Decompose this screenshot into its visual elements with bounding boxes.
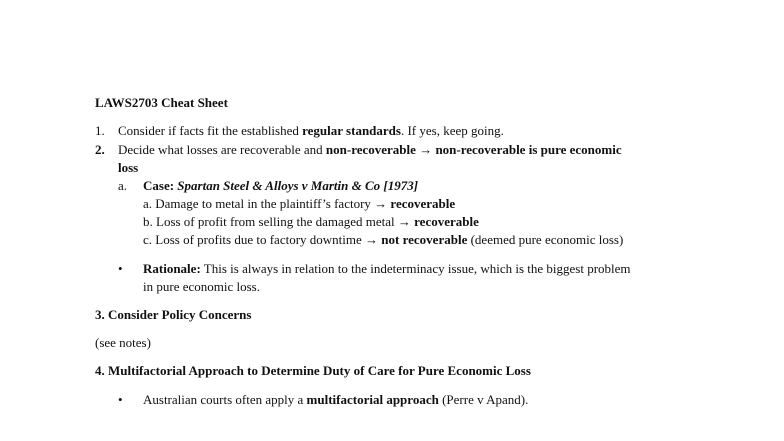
case-letter: a. <box>118 178 128 193</box>
sub-b-text: b. Loss of profit from selling the damaged metal → <box>143 214 415 229</box>
case-name: Spartan Steel & Alloys v Martin & Co [1973] <box>177 178 419 193</box>
aus-text: Australian courts often apply a <box>143 392 307 407</box>
case-sub-b <box>143 213 479 231</box>
rationale-line <box>143 260 631 278</box>
aus-bold: multifactorial approach <box>306 392 439 407</box>
sub-c-post: (deemed pure economic loss) <box>467 232 624 247</box>
aus-post: (Perre v Apand). <box>438 392 529 407</box>
list-number-1: 1. <box>95 123 105 138</box>
case-sub-a <box>143 195 455 213</box>
rationale-text: This is always in relation to the indeterminacy issue, which is the biggest problem <box>200 261 631 276</box>
list-item-1 <box>118 122 504 140</box>
bullet-icon: • <box>118 392 123 407</box>
item2-bold1: non-recoverable <box>325 142 416 157</box>
list-number-2: 2. <box>95 142 105 157</box>
aus-line <box>143 391 528 409</box>
sub-a-bold: recoverable <box>390 196 456 211</box>
bullet-icon: • <box>118 261 123 276</box>
sub-c-bold: not recoverable <box>381 232 468 247</box>
item1-text: Consider if facts fit the established <box>118 123 303 138</box>
item1-bold: regular standards <box>302 123 401 138</box>
doc-title: LAWS2703 Cheat Sheet <box>95 95 228 110</box>
item2-bold2: non-recoverable is pure economic <box>435 142 622 157</box>
item2-continuation: loss <box>118 160 139 175</box>
item1-post: . If yes, keep going. <box>400 123 504 138</box>
sub-c-text: c. Loss of profits due to factory downtime → <box>143 232 382 247</box>
item2-text: Decide what losses are recoverable and <box>118 142 326 157</box>
see-notes: (see notes) <box>95 335 151 350</box>
sub-b-bold: recoverable <box>414 214 479 229</box>
case-label: Case: <box>143 178 178 193</box>
sub-a-text: a. Damage to metal in the plaintiff’s factory → <box>143 196 391 211</box>
item2-arrow: → <box>415 142 436 157</box>
list-item-2 <box>118 141 622 159</box>
section-heading-3: 3. Consider Policy Concerns <box>95 307 252 322</box>
case-sub-c <box>143 231 623 249</box>
rationale-continuation: in pure economic loss. <box>143 279 260 294</box>
section-heading-4: 4. Multifactorial Approach to Determine Duty of Care for Pure Economic Loss <box>95 363 531 378</box>
case-heading <box>143 177 418 195</box>
rationale-label: Rationale: <box>143 261 201 276</box>
